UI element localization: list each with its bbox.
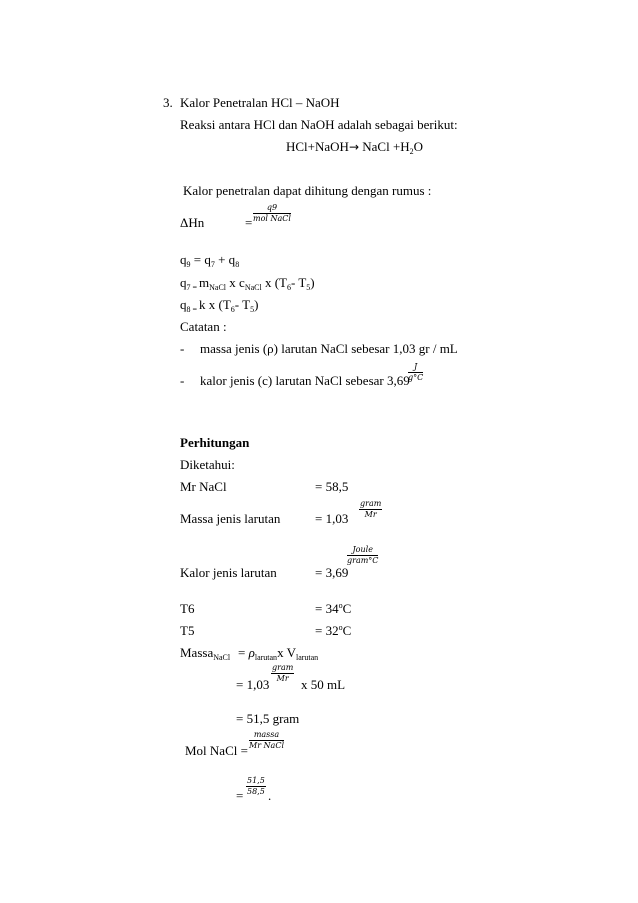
massa-result: = 51,5 gram (236, 711, 300, 726)
catatan-label: Catatan : (180, 319, 227, 334)
massa-gram-fraction: gram Mr (272, 663, 294, 683)
mr-label: Mr NaCl (180, 479, 227, 494)
massa-jenis-value: = 1,03 (315, 511, 349, 526)
catatan-dash-1: - (180, 341, 185, 356)
mol-formula-fraction: massa Mr NaCl (249, 730, 285, 750)
section-number: 3. (163, 95, 173, 110)
kalor-jenis-unit-fraction: $\frac{J}{g^\circ C}$ (408, 362, 424, 382)
arrow-icon: → (348, 140, 359, 154)
massa-volume: x 50 mL (301, 677, 346, 692)
dhn-fraction: q9 mol NaCl (253, 203, 291, 223)
equation-q8: $q_{8 =}$ k x ($T_6-$ $T_5$) (180, 297, 259, 314)
kalor-jenis-fraction: Joule gram°C (347, 545, 379, 565)
reaction-intro: Reaksi antara HCl dan NaOH adalah sebagai berikut: (180, 117, 458, 132)
massa-formula: = $\rho_{larutan}x$ $V_{larutan}$ (238, 645, 319, 662)
t6-value: = $34^oC$ (315, 601, 352, 616)
kalor-jenis-label: Kalor jenis larutan (180, 565, 277, 580)
diketahui-label: Diketahui: (180, 457, 235, 472)
mol-equals: = (236, 788, 244, 803)
perhitungan-heading: Perhitungan (180, 435, 250, 450)
equation-q7: $q_{7 =}$ $m_{NaCl}$ x $c_{NaCl}$ x ($T_6-$ $T_5$) (180, 275, 315, 292)
mol-value-fraction: $\frac{51,5}{58,5}$ (247, 776, 265, 796)
massa-jenis-unit-fraction: gram Mr (360, 499, 382, 519)
mol-nacl-label: Mol NaCl = (185, 743, 248, 758)
t5-label: T5 (180, 623, 195, 638)
massa-substitution: = 1,03 (236, 677, 270, 692)
dhn-equals: = (245, 215, 253, 230)
catatan-dash-2: - (180, 373, 185, 388)
catatan-item-1: massa jenis (ρ) larutan NaCl sebesar 1,03 gr / mL (200, 341, 458, 356)
catatan-item-2: kalor jenis (c) larutan NaCl sebesar 3,69 (200, 373, 410, 388)
massa-nacl-label: Massa$_{NaCl}$ (180, 645, 231, 662)
massa-jenis-label: Massa jenis larutan (180, 511, 281, 526)
t5-value: = $32^oC$ (315, 623, 352, 638)
dhn-label: ΔHn (180, 215, 205, 230)
formula-intro: Kalor penetralan dapat dihitung dengan rumus : (183, 183, 432, 198)
t6-label: T6 (180, 601, 195, 616)
section-title: Kalor Penetralan HCl – NaOH (180, 95, 340, 110)
equation-q9: $q_9 = q_7 + q_8$ (180, 252, 240, 269)
reaction-equation: HCl+NaOH→ NaCl $+H_2O$ (286, 139, 424, 156)
mr-value: = 58,5 (315, 479, 349, 494)
mol-trailing-dot: . (268, 788, 272, 803)
kalor-jenis-value: = 3,69 (315, 565, 349, 580)
